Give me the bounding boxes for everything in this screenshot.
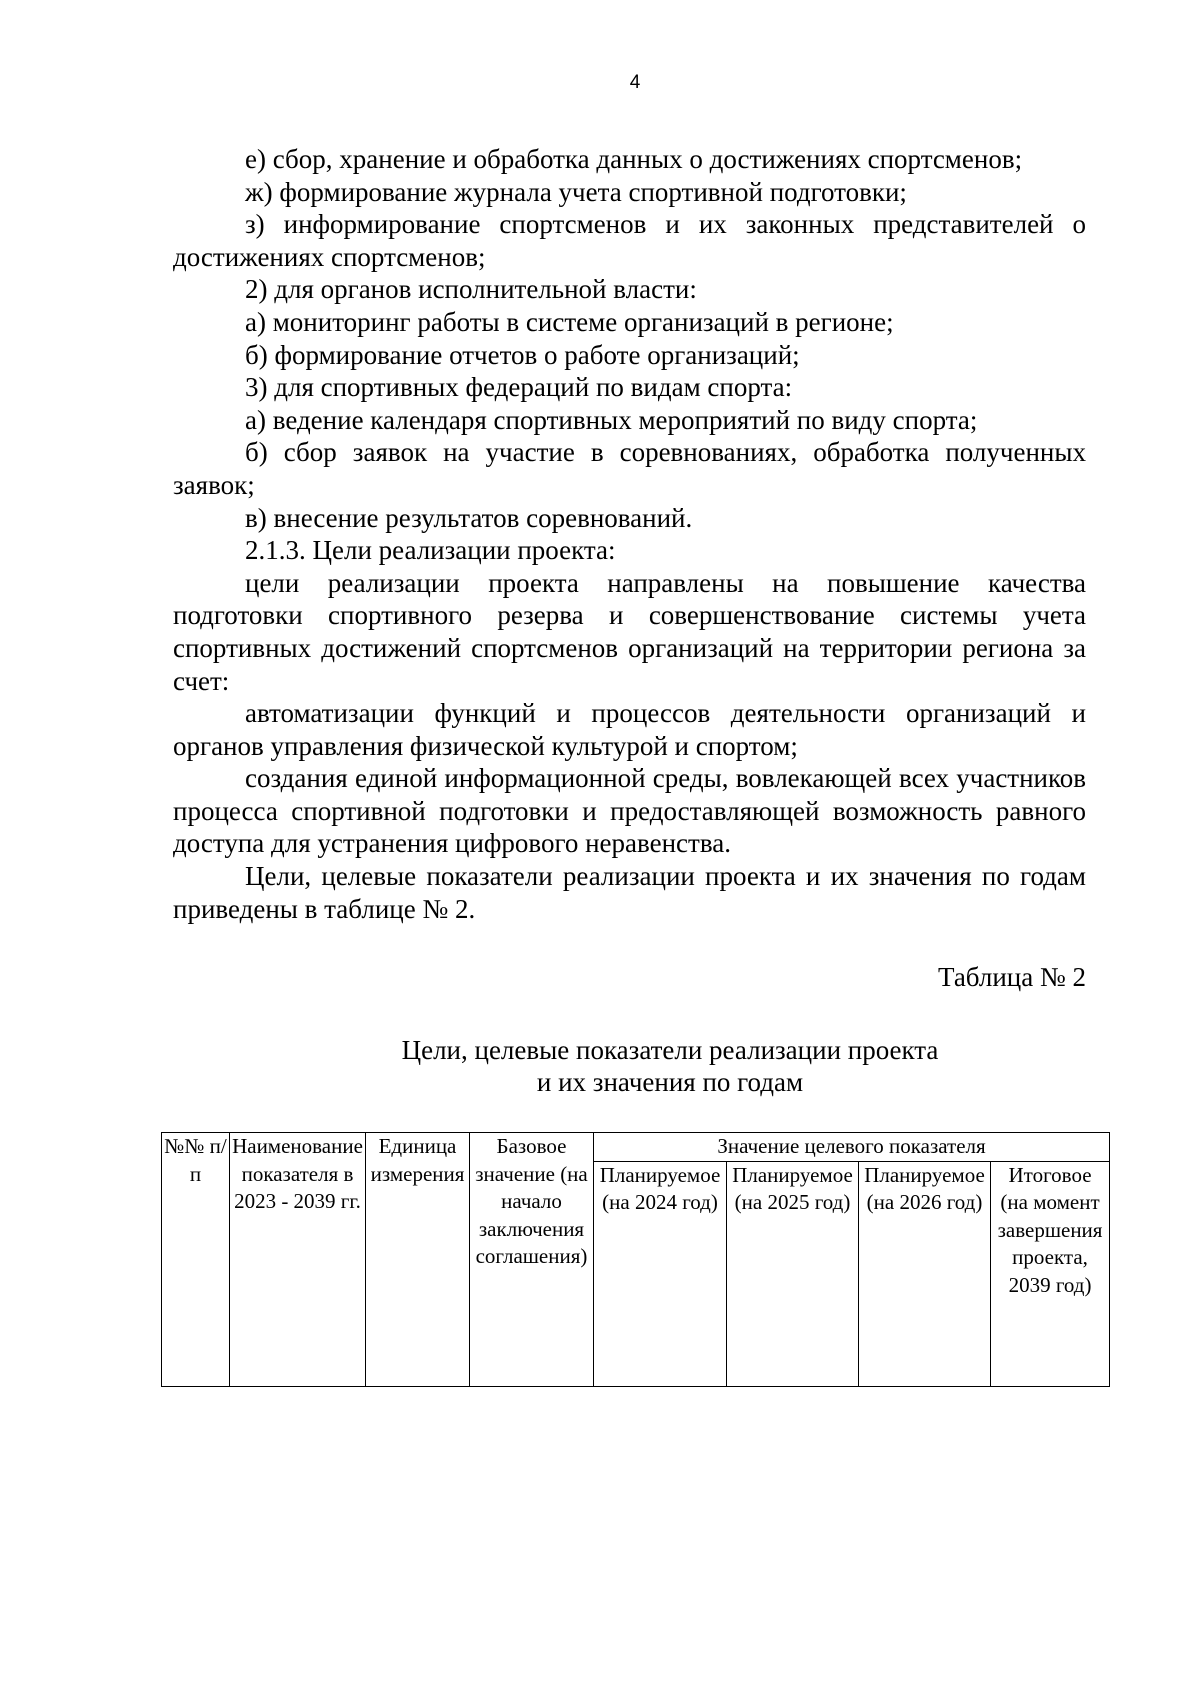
paragraph: в) внесение результатов соревнований.	[245, 502, 693, 533]
paragraph: б) формирование отчетов о работе организаций;	[245, 339, 800, 370]
paragraph: автоматизации функций и процессов деятельности организаций и органов управления физической культурой и спортом;	[173, 698, 1086, 761]
table-title	[230, 1034, 1110, 1098]
header-plan-2026: Планируемое (на 2026 год)	[859, 1161, 991, 1386]
paragraph: ж) формирование журнала учета спортивной подготовки;	[245, 176, 907, 207]
paragraph: б) сбор заявок на участие в соревнованиях, обработка полученных заявок;	[173, 437, 1086, 500]
paragraph: Цели, целевые показатели реализации проекта и их значения по годам приведены в таблице № 2.	[173, 861, 1086, 924]
body-text	[173, 143, 1086, 925]
header-indicator-name: Наименование показателя в 2023 - 2039 гг.	[230, 1133, 366, 1387]
header-plan-2025: Планируемое (на 2025 год)	[727, 1161, 859, 1386]
paragraph: а) ведение календаря спортивных мероприятий по виду спорта;	[245, 404, 978, 435]
paragraph: з) информирование спортсменов и их законных представителей о достижениях спортсменов;	[173, 209, 1086, 272]
paragraph: создания единой информационной среды, вовлекающей всех участников процесса спортивной подготовки и предоставляющей возможность равного доступа для устранения цифрового неравенства.	[173, 763, 1086, 859]
table-header-row	[162, 1133, 1110, 1162]
header-plan-2024: Планируемое (на 2024 год)	[594, 1161, 727, 1386]
header-total: Итоговое (на момент завершения проекта, 2039 год)	[991, 1161, 1110, 1386]
paragraph: 2) для органов исполнительной власти:	[245, 274, 697, 305]
header-target-value-group: Значение целевого показателя	[594, 1133, 1110, 1162]
paragraph: 2.1.3. Цели реализации проекта:	[245, 535, 616, 566]
paragraph: а) мониторинг работы в системе организаций в регионе;	[245, 306, 894, 337]
header-base-value: Базовое значение (на начало заключения соглашения)	[470, 1133, 594, 1387]
goals-table	[161, 1132, 1110, 1387]
paragraph: е) сбор, хранение и обработка данных о достижениях спортсменов;	[245, 144, 1023, 174]
table-label: Таблица № 2	[938, 962, 1086, 992]
paragraph: 3) для спортивных федераций по видам спорта:	[245, 372, 793, 403]
header-num: №№ п/п	[162, 1133, 230, 1387]
paragraph: цели реализации проекта направлены на повышение качества подготовки спортивного резерва и совершенствование системы учета спортивных достижений спортсменов организаций на территории региона за счет:	[173, 567, 1086, 696]
header-unit: Единица измерения	[366, 1133, 470, 1387]
page-number: 4	[629, 72, 641, 93]
table-title-line-2: и их значения по годам	[536, 1067, 804, 1097]
table-title-line-1: Цели, целевые показатели реализации проекта	[401, 1035, 939, 1065]
